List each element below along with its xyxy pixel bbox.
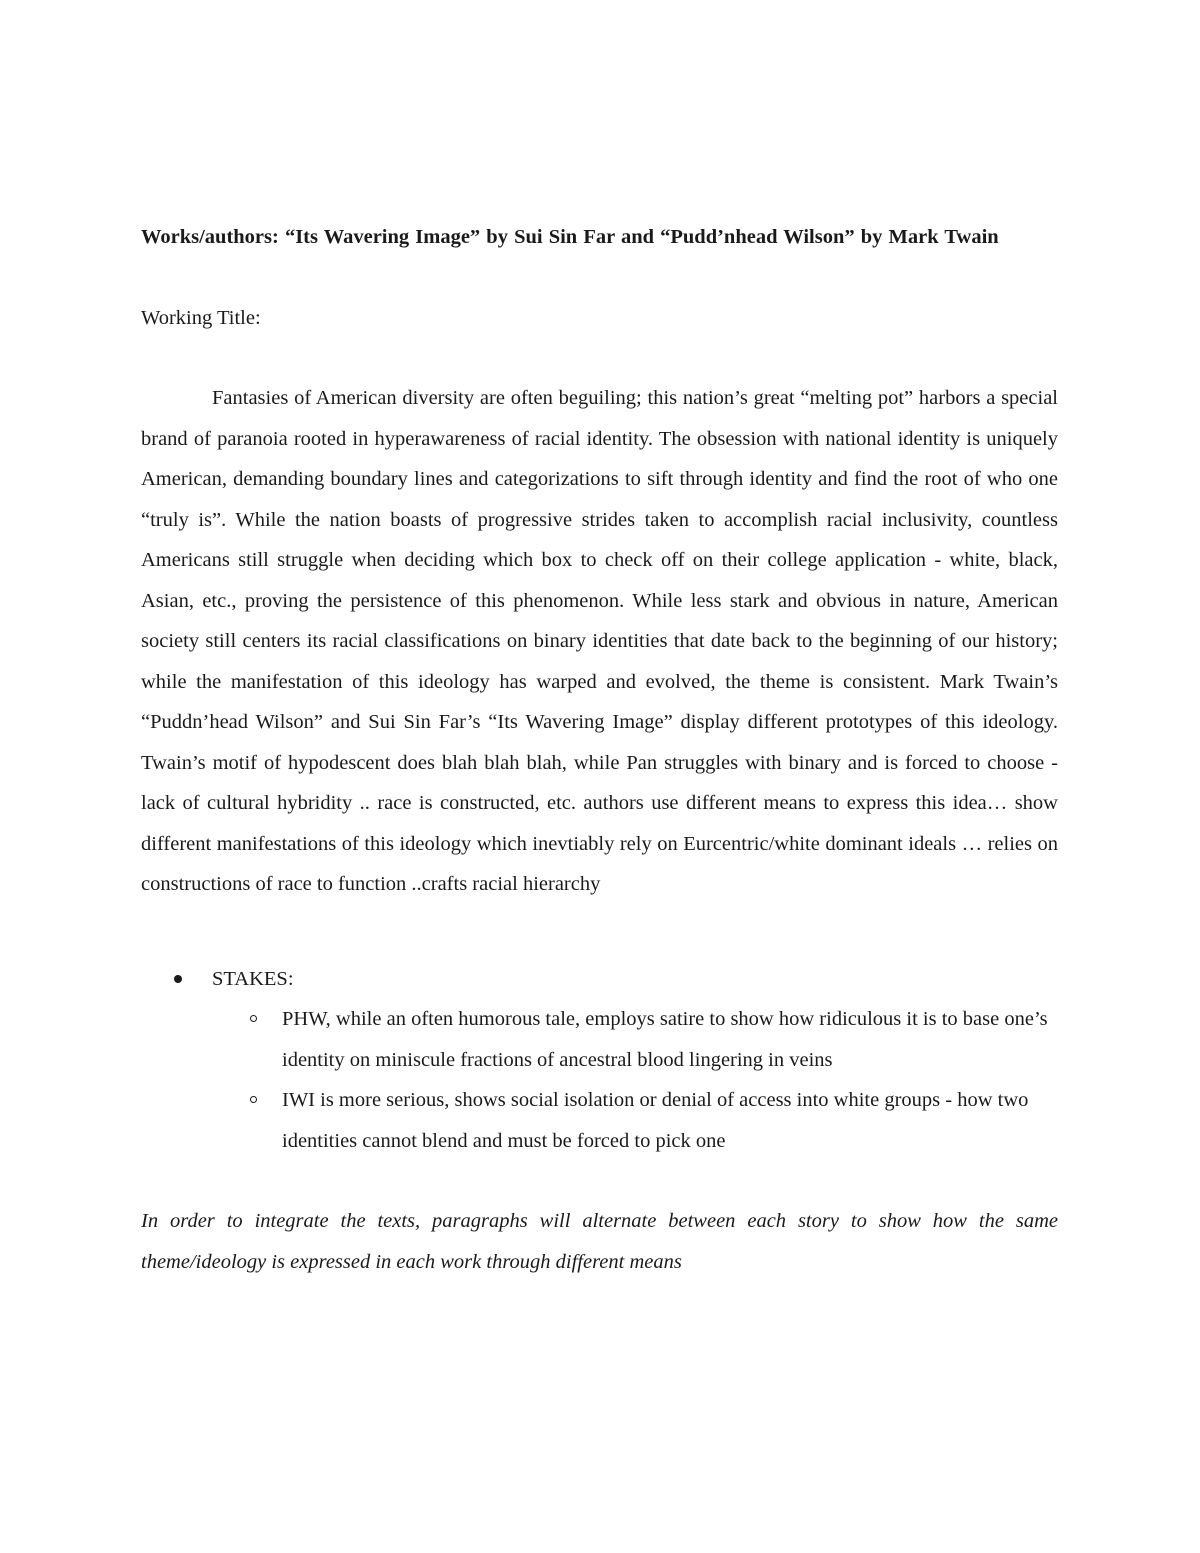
stakes-list — [141, 959, 1058, 1162]
stakes-bullet — [141, 959, 1058, 1162]
stakes-item-text: PHW, while an often humorous tale, employs satire to show how ridiculous it is to base one’s identity on miniscule fractions of ancestral blood lingering in veins — [282, 1008, 1048, 1071]
stakes-sublist — [212, 999, 1058, 1161]
document-body — [141, 217, 1058, 1282]
stakes-item — [141, 1080, 1058, 1161]
stakes-item — [141, 999, 1058, 1080]
stakes-item-text: IWI is more serious, shows social isolation or denial of access into white groups - how two identities cannot blend and must be forced to pick one — [282, 1089, 1029, 1152]
bullet-circle-icon — [250, 1096, 257, 1103]
bullet-disc-icon — [174, 975, 182, 983]
works-authors-heading: Works/authors: “Its Wavering Image” by Sui Sin Far and “Pudd’nhead Wilson” by Mark Twain — [141, 226, 999, 248]
integration-note: In order to integrate the texts, paragraphs will alternate between each story to show how the same theme/ideology is expressed in each work through different means — [141, 1210, 1058, 1273]
stakes-label: STAKES: — [212, 967, 294, 990]
working-title-label: Working Title: — [141, 306, 261, 329]
intro-paragraph: Fantasies of American diversity are often beguiling; this nation’s great “melting pot” harbors a special brand of paranoia rooted in hyperawareness of racial identity. The obsession with national identity is uniquely American, demanding boundary lines and categorizations to sift through identity and find the root of who one “truly is”. While the nation boasts of progressive strides taken to accomplish racial inclusivity, countless Americans still struggle when deciding which box to check off on their college application - white, black, Asian, etc., proving the persistence of this phenomenon. While less stark and obvious in nature, American society still centers its racial classifications on binary identities that date back to the beginning of our history; while the manifestation of this ideology has warped and evolved, the theme is consistent. Mark Twain’s “Puddn’head Wilson” and Sui Sin Far’s “Its Wavering Image” display different prototypes of this ideology. Twain’s motif of hypodescent does blah blah blah, while Pan struggles with binary and is forced to choose - lack of cultural hybridity .. race is constructed, etc. authors use different means to express this idea… show different manifestations of this ideology which inevtiably rely on Eurcentric/white dominant ideals … relies on constructions of race to function ..crafts racial hierarchy — [141, 387, 1058, 895]
bullet-circle-icon — [250, 1015, 257, 1022]
